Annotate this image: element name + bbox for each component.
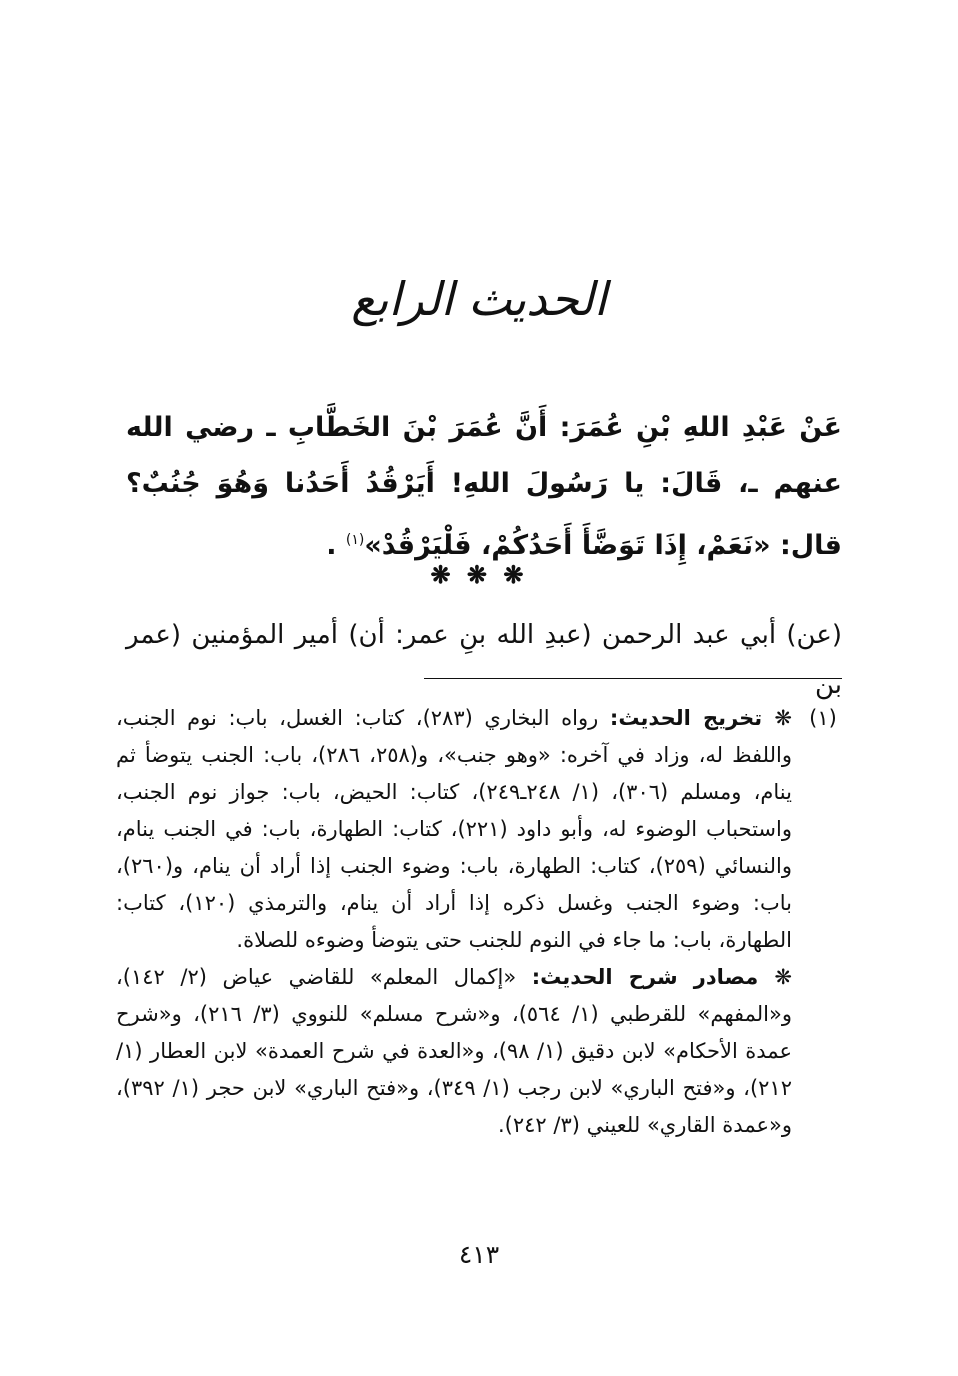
masadir-text: «إكمال المعلم» للقاضي عياض (٢/ ١٤٢)، و«المفهم» للقرطبي (١/ ٥٦٤)، و«شرح مسلم» للنووي (٣/ ٢١٦)، و«شرح عمدة الأحكام» لابن دقيق (١/ ٩٨)، و«العدة في شرح العمدة» لابن العطار (١/ ٢١٢)، و«فتح الباري» لابن رجب (١/ ٣٤٩)، و«فتح الباري» لابن حجر (١/ ٣٩٢)، و«عمدة القاري» للعيني (٣/ ٢٤٢). (116, 965, 792, 1137)
commentary-line: (عن) أبي عبد الرحمن (عبدِ الله بنِ عمر: أن) أمير المؤمنين (عمر بن (126, 620, 842, 700)
hadith-body: عَنْ عَبْدِ اللهِ بْنِ عُمَرَ: أَنَّ عُمَرَ بْنَ الخَطَّابِ ـ رضي الله عنهم ـ، قَالَ: يا رَسُولَ اللهِ! أَيَرْقُدُ أَحَدُنا وَهُوَ جُنُبٌ؟ قال: «نَعَمْ، إِذَا تَوَضَّأَ أَحَدُكُمْ، فَلْيَرْقُدْ» (126, 412, 842, 561)
footnote-divider (424, 678, 842, 679)
hadith-end: . (326, 530, 346, 561)
footnotes (116, 700, 792, 1144)
masadir-paragraph (116, 959, 792, 1144)
hadith-text (126, 400, 842, 574)
page-number: ٤١٣ (458, 1240, 500, 1269)
footnote-number: (١) (809, 706, 837, 730)
section-separator: ❋ ❋ ❋ (430, 560, 528, 589)
takhrij-text: رواه البخاري (٢٨٣)، كتاب: الغسل، باب: نوم الجنب، واللفظ له، وزاد في آخره: «وهو جنب»، و(٢٥٨، ٢٨٦)، باب: الجنب يتوضأ ثم ينام، ومسلم (٣٠٦)، (١/ ٢٤٨ـ٢٤٩)، كتاب: الحيض، باب: جواز نوم الجنب، واستحباب الوضوء له، وأبو داود (٢٢١)، كتاب: الطهارة، باب: في الجنب ينام، والنسائي (٢٥٩)، كتاب: الطهارة، باب: وضوء الجنب إذا أراد أن ينام، و(٢٦٠)، باب: وضوء الجنب وغسل ذكره إذا أراد أن ينام، والترمذي (١٢٠)، كتاب: الطهارة، باب: ما جاء في النوم للجنب حتى يتوضأ وضوءه للصلاة. (116, 706, 793, 952)
takhrij-label: ❋ تخريج الحديث: (609, 706, 793, 730)
takhrij-paragraph (116, 700, 792, 959)
chapter-title: الحديث الرابع (351, 272, 607, 326)
footnote-reference: (١) (345, 532, 365, 548)
masadir-label: ❋ مصادر شرح الحديث: (531, 965, 792, 989)
